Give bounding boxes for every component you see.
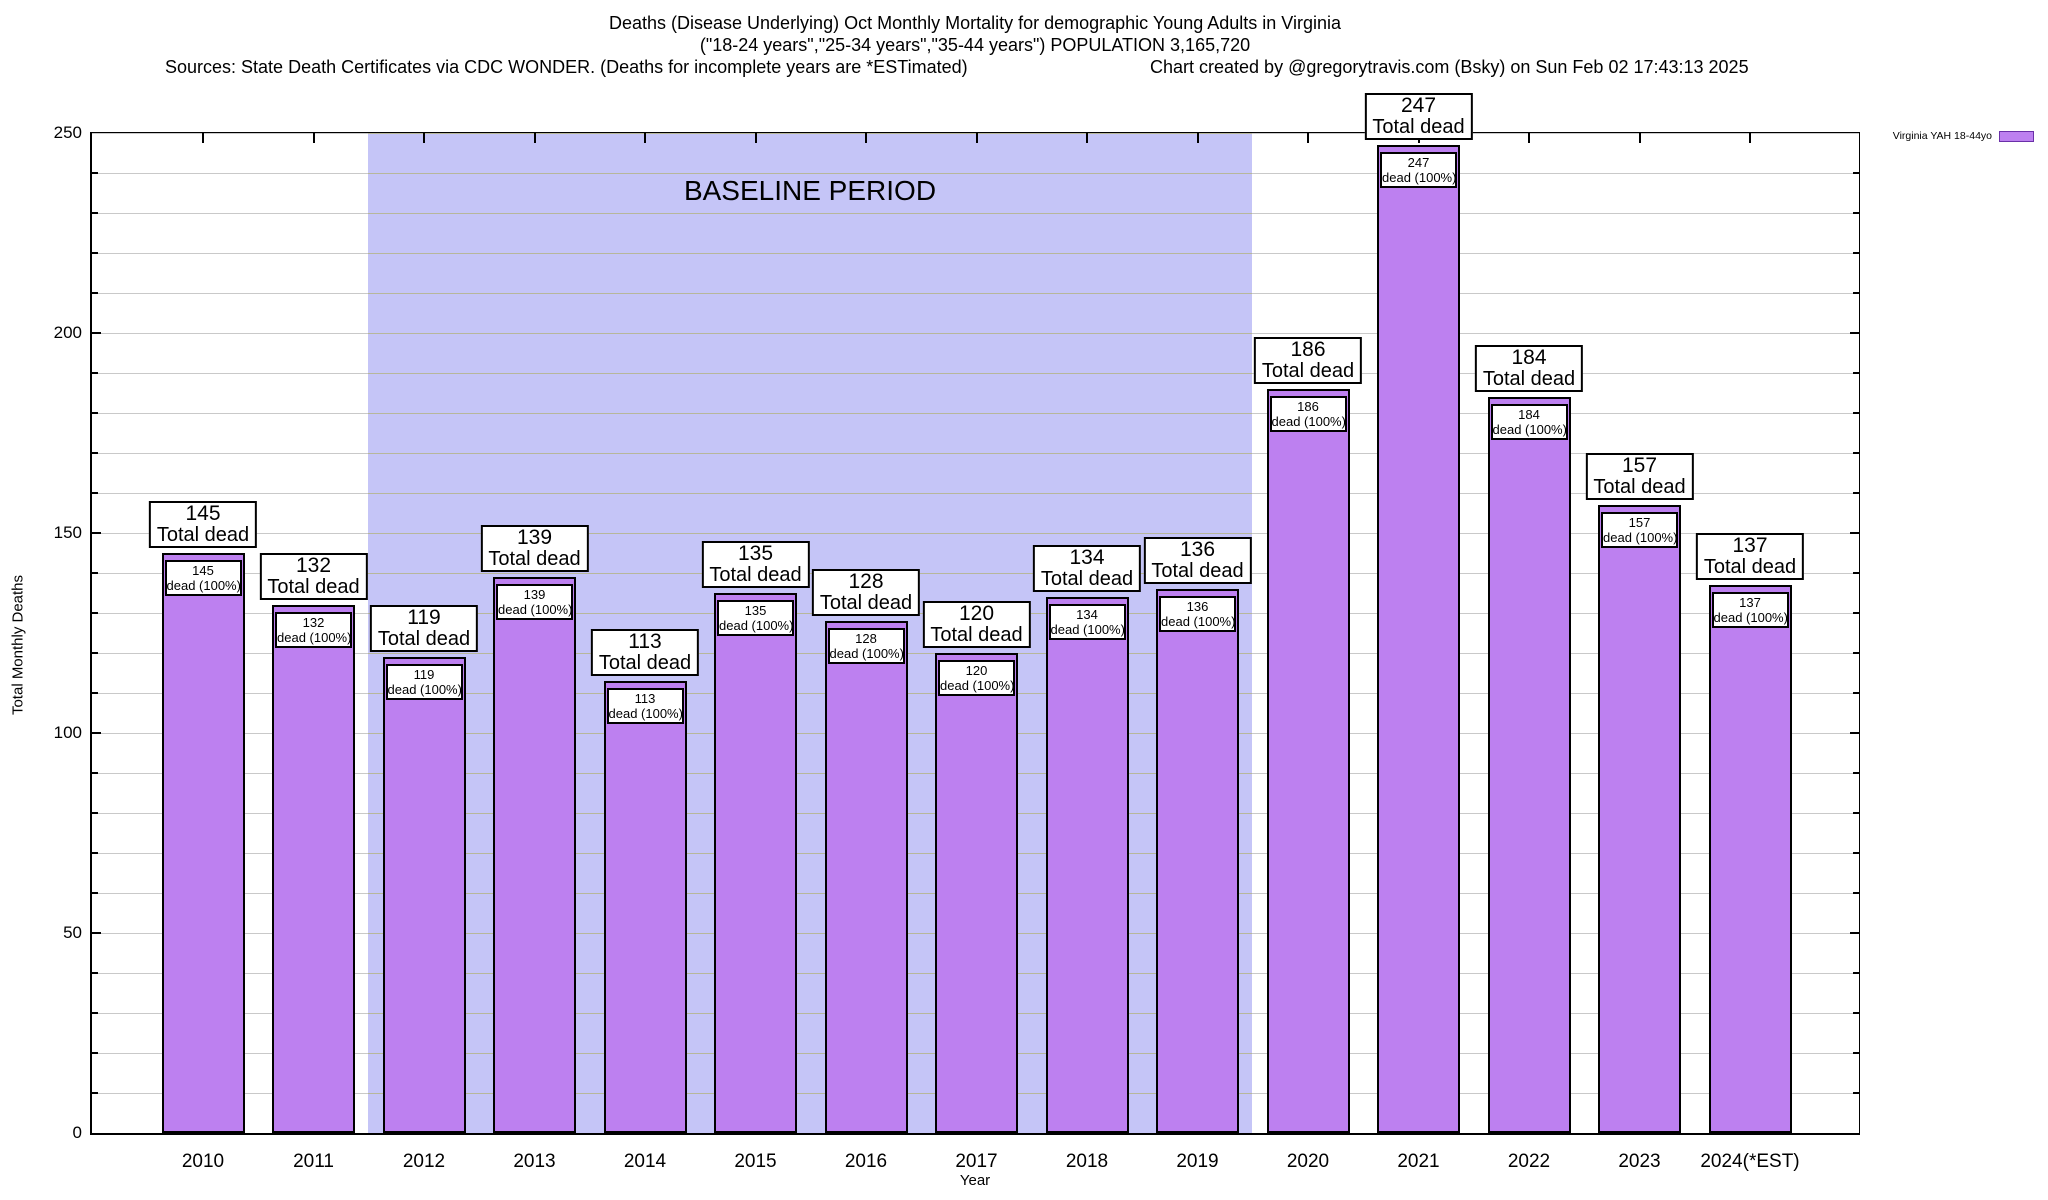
bar-total-value: 135 [737, 542, 774, 565]
y-tick-left-180 [92, 412, 98, 414]
x-tick-label-2016: 2016 [844, 1151, 888, 1172]
y-tick-left-120 [92, 652, 98, 654]
bar-total-value: 247 [1400, 94, 1437, 117]
bar-inner-label-2012 [386, 664, 463, 700]
bar-inner-label-2022 [1491, 404, 1568, 440]
bar-inner-suffix: dead (100%) [719, 618, 794, 633]
top-tick-2018 [1086, 133, 1088, 143]
bar-inner-value: 145 [192, 563, 214, 578]
bar-2015 [714, 593, 797, 1133]
bar-inner-suffix: dead (100%) [498, 602, 573, 617]
bar-top-label-2021 [1364, 93, 1472, 140]
y-tick-right-40 [1853, 972, 1859, 974]
legend-series-label: Virginia YAH 18-44yo [1892, 130, 1992, 142]
bar-total-suffix: Total dead [377, 628, 471, 650]
bar-total-suffix: Total dead [1151, 560, 1244, 582]
x-tick-label-2010: 2010 [181, 1151, 225, 1172]
bar-top-label-2010 [149, 501, 257, 548]
y-tick-right-210 [1853, 292, 1859, 294]
bar-inner-value: 247 [1407, 155, 1430, 170]
y-tick-left-40 [92, 972, 98, 974]
bar-inner-value: 139 [523, 587, 546, 602]
bar-total-suffix: Total dead [819, 592, 913, 614]
bar-top-label-2020 [1254, 337, 1362, 384]
bar-total-value: 139 [516, 526, 553, 549]
bar-2022 [1488, 397, 1571, 1133]
bar-total-suffix: Total dead [598, 652, 692, 674]
x-tick-label-2014: 2014 [623, 1151, 667, 1172]
x-tick-label-2017: 2017 [955, 1151, 998, 1172]
baseline-period-label: BASELINE PERIOD [683, 175, 937, 206]
top-tick-2023 [1639, 133, 1641, 143]
y-tick-right-20 [1853, 1052, 1859, 1054]
bar-inner-label-2020 [1270, 396, 1347, 432]
x-tick-label-2023: 2023 [1618, 1151, 1661, 1172]
x-tick-label-2022: 2022 [1507, 1151, 1551, 1172]
bar-top-label-2024(*EST) [1696, 533, 1804, 580]
bar-total-value: 134 [1069, 546, 1105, 569]
bar-top-label-2018 [1033, 545, 1141, 592]
legend [1893, 130, 2034, 142]
bar-total-suffix: Total dead [488, 548, 581, 570]
bar-inner-value: 157 [1628, 515, 1651, 530]
bar-inner-label-2016 [828, 628, 905, 664]
bar-2019 [1156, 589, 1239, 1133]
bar-2012 [383, 657, 466, 1133]
bar-total-value: 120 [958, 602, 995, 625]
y-tick-left-190 [92, 372, 98, 374]
bar-inner-suffix: dead (100%) [1713, 610, 1788, 625]
y-tick-right-190 [1853, 372, 1859, 374]
x-tick-label-2019: 2019 [1176, 1151, 1219, 1172]
y-tick-left-150 [92, 532, 101, 534]
top-tick-2019 [1197, 133, 1199, 143]
y-tick-right-100 [1850, 732, 1859, 734]
chart-credit: Chart created by @gregorytravis.com (Bsky) on Sun Feb 02 17:43:13 2025 [1150, 57, 1749, 77]
bar-total-value: 184 [1511, 346, 1547, 369]
bar-inner-value: 128 [855, 631, 877, 646]
y-tick-left-60 [92, 892, 98, 894]
y-tick-label-200: 200 [53, 323, 82, 342]
y-tick-right-160 [1853, 492, 1859, 494]
y-tick-left-170 [92, 452, 98, 454]
y-tick-right-240 [1853, 172, 1859, 174]
bar-inner-suffix: dead (100%) [829, 646, 904, 661]
y-tick-right-110 [1853, 692, 1859, 694]
y-tick-left-210 [92, 292, 98, 294]
bar-top-label-2011 [259, 553, 367, 600]
x-tick-label-2015: 2015 [734, 1151, 777, 1172]
bar-2010 [162, 553, 245, 1133]
y-tick-right-50 [1850, 932, 1859, 934]
bar-2024(*EST) [1709, 585, 1792, 1133]
y-tick-label-250: 250 [53, 123, 82, 142]
bar-2018 [1046, 597, 1129, 1133]
bar-inner-suffix: dead (100%) [277, 630, 352, 645]
bar-top-label-2023 [1585, 453, 1693, 500]
bar-inner-value: 119 [413, 667, 435, 682]
bar-total-suffix: Total dead [1261, 360, 1355, 382]
bar-inner-label-2024(*EST) [1712, 592, 1789, 628]
bar-inner-label-2011 [275, 612, 352, 648]
bar-total-value: 186 [1290, 338, 1326, 361]
bar-inner-suffix: dead (100%) [387, 682, 462, 697]
y-tick-left-90 [92, 772, 98, 774]
bar-inner-value: 135 [744, 603, 767, 618]
y-tick-left-220 [92, 252, 98, 254]
bar-2021 [1377, 145, 1460, 1133]
bar-inner-label-2014 [607, 688, 684, 724]
y-tick-right-10 [1853, 1092, 1859, 1094]
x-axis-title: Year [959, 1172, 991, 1189]
bar-inner-suffix: dead (100%) [1382, 170, 1457, 185]
y-tick-left-130 [92, 612, 98, 614]
bar-inner-label-2021 [1380, 152, 1457, 188]
bar-top-label-2017 [922, 601, 1030, 648]
y-tick-right-180 [1853, 412, 1859, 414]
bar-2011 [272, 605, 355, 1133]
y-tick-left-70 [92, 852, 98, 854]
bar-inner-value: 137 [1739, 595, 1761, 610]
x-tick-label-2011: 2011 [293, 1151, 334, 1172]
y-tick-label-50: 50 [63, 923, 82, 942]
bar-total-suffix: Total dead [156, 524, 250, 546]
bar-inner-label-2017 [938, 660, 1015, 696]
bar-inner-value: 113 [634, 691, 656, 706]
bar-inner-label-2013 [496, 584, 573, 620]
bar-top-label-2019 [1143, 537, 1251, 584]
bar-top-label-2014 [591, 629, 699, 676]
bar-2013 [493, 577, 576, 1133]
y-tick-left-140 [92, 572, 98, 574]
y-tick-right-150 [1850, 532, 1859, 534]
bar-total-value: 128 [848, 570, 884, 593]
top-tick-2024(*EST) [1749, 133, 1751, 143]
bar-2016 [825, 621, 908, 1133]
y-tick-right-70 [1853, 852, 1859, 854]
chart-title-line1: Deaths (Disease Underlying) Oct Monthly Mortality for demographic Young Adults in Virginia [608, 13, 1342, 33]
bar-inner-value: 186 [1297, 399, 1319, 414]
y-tick-left-100 [92, 732, 101, 734]
bar-top-label-2012 [370, 605, 478, 652]
bar-total-suffix: Total dead [709, 564, 802, 586]
y-tick-right-230 [1853, 212, 1859, 214]
y-tick-label-0: 0 [72, 1123, 82, 1142]
top-tick-2017 [976, 133, 978, 143]
bar-inner-suffix: dead (100%) [1603, 530, 1678, 545]
bar-total-value: 113 [628, 630, 662, 653]
bar-2023 [1598, 505, 1681, 1133]
top-tick-2016 [865, 133, 867, 143]
plot-area [53, 94, 1860, 1172]
y-tick-label-150: 150 [53, 523, 82, 542]
top-tick-2022 [1528, 133, 1530, 143]
bar-inner-value: 120 [965, 663, 988, 678]
y-tick-left-240 [92, 172, 98, 174]
y-tick-left-20 [92, 1052, 98, 1054]
bar-inner-suffix: dead (100%) [166, 578, 241, 593]
y-tick-left-160 [92, 492, 98, 494]
y-tick-left-110 [92, 692, 98, 694]
bar-inner-suffix: dead (100%) [1492, 422, 1567, 437]
y-tick-right-170 [1853, 452, 1859, 454]
bar-inner-suffix: dead (100%) [1161, 614, 1236, 629]
x-tick-label-2013: 2013 [513, 1151, 556, 1172]
bar-total-suffix: Total dead [930, 624, 1023, 646]
bar-total-suffix: Total dead [1482, 368, 1576, 390]
bar-inner-label-2010 [165, 560, 242, 596]
bar-total-suffix: Total dead [1593, 476, 1686, 498]
bar-top-label-2013 [480, 525, 588, 572]
bar-top-label-2016 [812, 569, 920, 616]
legend-swatch-icon [1999, 131, 2034, 142]
y-tick-left-30 [92, 1012, 98, 1014]
y-tick-right-140 [1853, 572, 1859, 574]
bar-total-suffix: Total dead [267, 576, 360, 598]
y-tick-right-80 [1853, 812, 1859, 814]
bar-2020 [1267, 389, 1350, 1133]
y-tick-right-120 [1853, 652, 1859, 654]
bar-inner-suffix: dead (100%) [940, 678, 1015, 693]
y-tick-left-50 [92, 932, 101, 934]
x-tick-label-2021: 2021 [1397, 1151, 1440, 1172]
bar-inner-suffix: dead (100%) [608, 706, 683, 721]
y-tick-right-90 [1853, 772, 1859, 774]
y-tick-left-80 [92, 812, 98, 814]
bar-inner-value: 136 [1186, 599, 1209, 614]
y-tick-right-220 [1853, 252, 1859, 254]
y-tick-left-230 [92, 212, 98, 214]
top-tick-2012 [423, 133, 425, 143]
x-tick-label-2020: 2020 [1286, 1151, 1330, 1172]
x-tick-label-2024(*EST): 2024(*EST) [1700, 1151, 1800, 1172]
bar-inner-suffix: dead (100%) [1050, 622, 1125, 637]
bar-total-value: 157 [1621, 454, 1658, 477]
y-tick-label-100: 100 [53, 723, 82, 742]
chart-title-line2: ("18-24 years","25-34 years","35-44 years") POPULATION 3,165,720 [699, 35, 1251, 55]
bar-total-suffix: Total dead [1040, 568, 1134, 590]
bar-top-label-2022 [1475, 345, 1583, 392]
bar-inner-value: 134 [1076, 607, 1098, 622]
bar-total-value: 119 [407, 606, 441, 629]
x-tick-label-2018: 2018 [1065, 1151, 1109, 1172]
bar-total-suffix: Total dead [1703, 556, 1797, 578]
bar-inner-value: 132 [302, 615, 325, 630]
y-tick-left-10 [92, 1092, 98, 1094]
y-tick-right-130 [1853, 612, 1859, 614]
bar-2014 [604, 681, 687, 1133]
y-tick-left-200 [92, 332, 101, 334]
bar-total-value: 136 [1179, 538, 1216, 561]
y-tick-right-200 [1850, 332, 1859, 334]
bar-2017 [935, 653, 1018, 1133]
bar-total-value: 145 [185, 502, 221, 525]
bar-inner-label-2019 [1159, 596, 1236, 632]
y-tick-right-30 [1853, 1012, 1859, 1014]
bar-total-suffix: Total dead [1372, 116, 1465, 138]
bar-inner-label-2018 [1049, 604, 1126, 640]
bar-top-label-2015 [701, 541, 809, 588]
top-tick-2013 [534, 133, 536, 143]
bar-inner-label-2023 [1601, 512, 1678, 548]
bar-total-value: 132 [295, 554, 332, 577]
top-tick-2020 [1307, 133, 1309, 143]
y-axis-title: Total Monthly Deaths [9, 574, 27, 716]
x-tick-label-2012: 2012 [402, 1151, 446, 1172]
bar-inner-suffix: dead (100%) [1271, 414, 1346, 429]
top-tick-2011 [313, 133, 315, 143]
top-tick-2014 [644, 133, 646, 143]
chart-sources: Sources: State Death Certificates via CDC WONDER. (Deaths for incomplete years are *ESTimated) [165, 57, 968, 77]
bar-inner-label-2015 [717, 600, 794, 636]
bar-total-value: 137 [1732, 534, 1768, 557]
y-tick-right-60 [1853, 892, 1859, 894]
top-tick-2015 [755, 133, 757, 143]
top-tick-2010 [202, 133, 204, 143]
bar-inner-value: 184 [1518, 407, 1540, 422]
